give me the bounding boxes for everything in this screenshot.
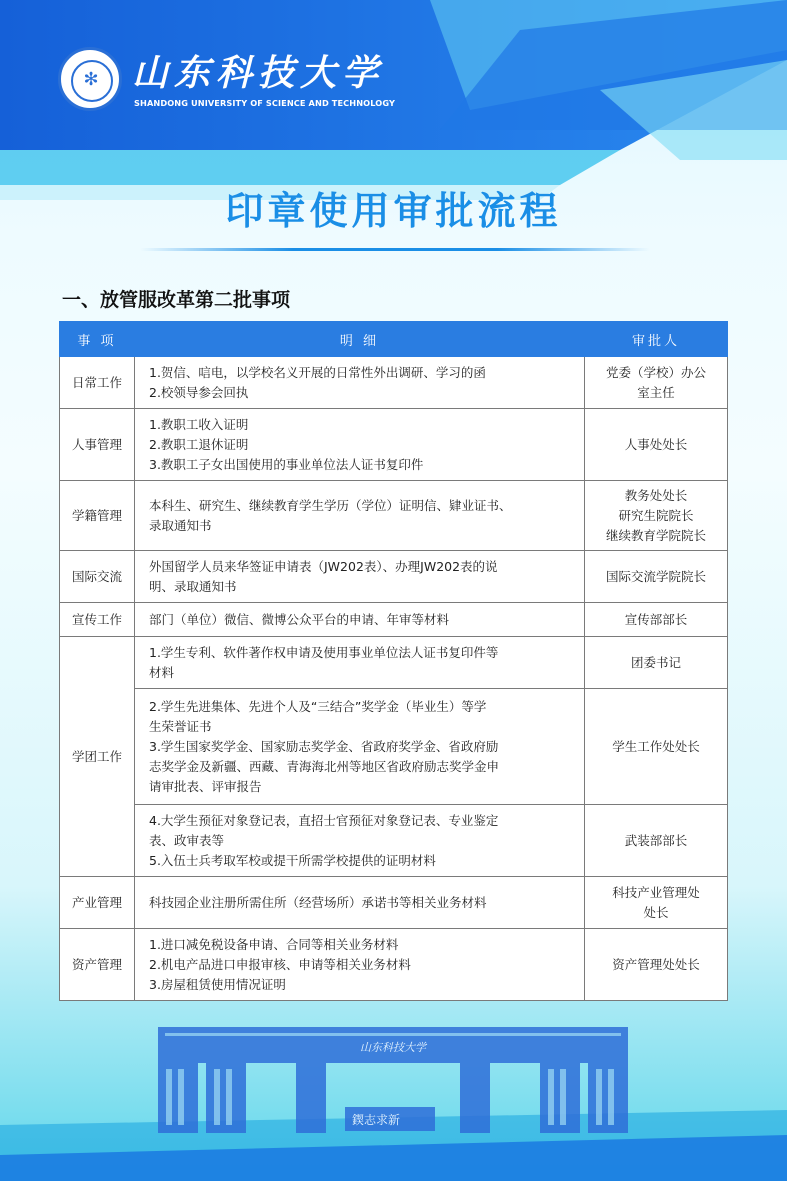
row-item: 日常工作 — [60, 357, 135, 409]
table-header-row — [60, 322, 728, 357]
row-approver — [585, 877, 728, 929]
detail-line: 1.进口减免税设备申请、合同等相关业务材料 — [149, 936, 399, 952]
approver-line: 宣传部部长 — [624, 611, 688, 627]
detail-line: 志奖学金及新疆、西藏、青海海北州等地区省政府励志奖学金申 — [149, 758, 500, 774]
detail-line: 5.入伍士兵考取军校或提干所需学校提供的证明材料 — [149, 852, 436, 868]
row-item: 学团工作 — [60, 637, 135, 877]
row-approver — [585, 357, 728, 409]
university-seal-icon — [58, 47, 122, 111]
detail-line: 1.教职工收入证明 — [149, 416, 249, 432]
page-title: 印章使用审批流程 — [225, 189, 562, 233]
row-approver — [585, 689, 728, 805]
table-row — [60, 877, 728, 929]
approver-line: 党委（学校）办公 — [605, 364, 706, 380]
header-item: 事 项 — [60, 322, 135, 357]
detail-line: 2.学生先进集体、先进个人及“三结合”奖学金（毕业生）等学 — [149, 698, 487, 714]
table-row — [60, 481, 728, 551]
row-approver — [585, 637, 728, 689]
table-row — [60, 805, 728, 877]
school-name-en: SHANDONG UNIVERSITY OF SCIENCE AND TECHNOLOGY — [134, 98, 395, 108]
detail-line: 明、录取通知书 — [149, 578, 237, 594]
row-detail — [135, 551, 585, 603]
detail-line: 1.学生专利、软件著作权申请及使用事业单位法人证书复印件等 — [149, 644, 499, 660]
row-detail — [135, 357, 585, 409]
row-approver — [585, 805, 728, 877]
row-item: 宣传工作 — [60, 603, 135, 637]
detail-line: 2.校领导参会回执 — [149, 384, 249, 400]
approver-line: 处长 — [643, 904, 669, 920]
detail-line: 3.房屋租赁使用情况证明 — [149, 976, 286, 992]
row-approver — [585, 603, 728, 637]
row-detail — [135, 929, 585, 1001]
row-item: 资产管理 — [60, 929, 135, 1001]
title-underline — [140, 248, 650, 251]
approver-line: 人事处处长 — [624, 436, 688, 452]
row-detail — [135, 689, 585, 805]
table-row — [60, 689, 728, 805]
detail-line: 本科生、研究生、继续教育学生学历（学位）证明信、肄业证书、 — [149, 497, 512, 513]
detail-line: 2.机电产品进口申报审核、申请等相关业务材料 — [149, 956, 411, 972]
row-item: 人事管理 — [60, 409, 135, 481]
approver-line: 武装部部长 — [624, 832, 688, 848]
detail-line: 表、政审表等 — [149, 832, 225, 848]
detail-line: 3.教职工子女出国使用的事业单位法人证书复印件 — [149, 456, 424, 472]
table-row — [60, 551, 728, 603]
approver-line: 研究生院院长 — [618, 507, 694, 523]
gate-plaque-top: 山东科技大学 — [360, 1041, 426, 1054]
detail-line: 4.大学生预征对象登记表，直招士官预征对象登记表、专业鉴定 — [149, 812, 499, 828]
approver-line: 继续教育学院院长 — [605, 527, 706, 543]
detail-line: 外国留学人员来华签证申请表（JW202表）、办理JW202表的说 — [149, 558, 498, 574]
row-item: 产业管理 — [60, 877, 135, 929]
approver-line: 教务处处长 — [624, 487, 688, 503]
row-detail — [135, 637, 585, 689]
row-detail — [135, 805, 585, 877]
row-item: 学籍管理 — [60, 481, 135, 551]
row-item: 国际交流 — [60, 551, 135, 603]
header-banner — [0, 0, 787, 200]
footer-gate-illustration — [0, 1015, 787, 1181]
approval-table — [59, 321, 728, 1001]
row-approver — [585, 409, 728, 481]
detail-line: 2.教职工退休证明 — [149, 436, 249, 452]
row-detail — [135, 409, 585, 481]
row-detail — [135, 877, 585, 929]
row-approver — [585, 929, 728, 1001]
approver-line: 科技产业管理处 — [612, 884, 700, 900]
row-approver — [585, 481, 728, 551]
detail-line: 科技园企业注册所需住所（经营场所）承诺书等相关业务材料 — [149, 894, 487, 910]
table-row — [60, 409, 728, 481]
detail-line: 生荣誉证书 — [149, 718, 212, 734]
detail-line: 1.贺信、唁电，以学校名义开展的日常性外出调研、学习的函 — [149, 364, 486, 380]
table-row — [60, 603, 728, 637]
row-approver — [585, 551, 728, 603]
row-detail — [135, 603, 585, 637]
section-heading: 一、放管服改革第二批事项 — [62, 289, 291, 311]
gate-plaque-bottom: 鍥志求新 — [352, 1113, 401, 1127]
approver-line: 资产管理处处长 — [612, 956, 700, 972]
detail-line: 录取通知书 — [149, 517, 212, 533]
row-detail — [135, 481, 585, 551]
school-name-cn: 山东科技大学 — [132, 52, 385, 94]
logo-mark: ✻ — [83, 69, 99, 90]
detail-line: 3.学生国家奖学金、国家励志奖学金、省政府奖学金、省政府励 — [149, 738, 499, 754]
approver-line: 学生工作处处长 — [612, 738, 700, 754]
table-row — [60, 357, 728, 409]
detail-line: 材料 — [149, 664, 175, 680]
table-row — [60, 637, 728, 689]
detail-line: 请审批表、评审报告 — [149, 778, 262, 794]
detail-line: 部门（单位）微信、微博公众平台的申请、年审等材料 — [149, 611, 450, 627]
approver-line: 团委书记 — [630, 654, 681, 670]
campus-gate-icon — [0, 1015, 787, 1181]
header-approver: 审批人 — [585, 322, 728, 357]
header-detail: 明 细 — [135, 322, 585, 357]
table-row — [60, 929, 728, 1001]
approver-line: 室主任 — [637, 384, 675, 400]
approver-line: 国际交流学院院长 — [605, 568, 706, 584]
